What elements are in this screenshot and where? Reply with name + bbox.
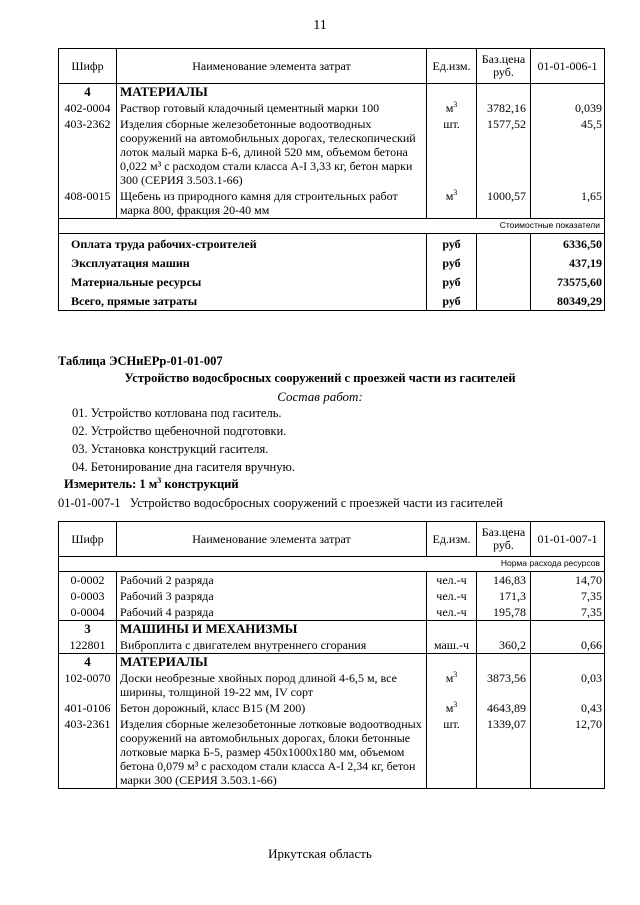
- price-header-line2: руб.: [493, 538, 514, 552]
- row-base-price: 1000,57: [477, 188, 531, 219]
- composition-heading: Состав работ:: [277, 389, 363, 404]
- row-base-price: 4643,89: [477, 700, 531, 716]
- table-title: Таблица ЭСНиЕРр-01-01-007: [58, 354, 223, 368]
- table-row: [59, 716, 605, 789]
- row-name: Изделия сборные железобетонные водоотводных сооружений на автомобильных дорогах, телескопический лоток малый марка Б-6, длиной 520 мм, объемом бетона 0,022 м³ с расходом стали класса А-I 3,33 кг, бетон марки 300 (СЕРИЯ 3.503.1-66): [117, 116, 427, 188]
- row-base-price: 3873,56: [477, 670, 531, 700]
- col-code-header: Шифр: [59, 522, 117, 557]
- row-norm-value: 0,66: [531, 637, 605, 654]
- meter-line: [64, 477, 239, 492]
- row-unit-text: шт.: [443, 117, 460, 131]
- total-row: [59, 234, 605, 254]
- price-header-line1: Баз.цена: [481, 52, 526, 66]
- price-header-line1: Баз.цена: [481, 525, 526, 539]
- cost-indicators-row: [59, 219, 605, 234]
- footer-region: Иркутская область: [268, 846, 372, 861]
- total-value: 6336,50: [531, 234, 605, 254]
- row-unit: [427, 716, 477, 789]
- table-row: [59, 100, 605, 116]
- table-row: [59, 670, 605, 700]
- row-name: Виброплита с двигателем внутреннего сгорания: [117, 637, 427, 654]
- row-base-price: 146,83: [477, 572, 531, 589]
- total-label: Оплата труда рабочих-строителей: [59, 234, 427, 254]
- row-code: 408-0015: [59, 188, 117, 219]
- row-unit: [427, 637, 477, 654]
- row-norm-value: 7,35: [531, 604, 605, 621]
- total-unit: руб: [427, 234, 477, 254]
- row-norm-value: 7,35: [531, 588, 605, 604]
- cost-indicators-label: Стоимостные показатели: [59, 219, 605, 234]
- table-row: [59, 116, 605, 188]
- row-code: 402-0004: [59, 100, 117, 116]
- table-header: [59, 522, 605, 557]
- row-unit-text: м: [445, 189, 454, 203]
- row-unit-text: чел.-ч: [436, 573, 467, 587]
- row-unit: [427, 588, 477, 604]
- col-norm-code-header: 01-01-007-1: [531, 522, 605, 557]
- row-norm-value: 1,65: [531, 188, 605, 219]
- row-base-price: 360,2: [477, 637, 531, 654]
- row-name: Доски необрезные хвойных пород длиной 4-6,5 м, все ширины, толщиной 19-22 мм, IV сорт: [117, 670, 427, 700]
- resource-table-2: [58, 521, 605, 789]
- price-header-line2: руб.: [493, 65, 514, 79]
- table-row: [59, 572, 605, 589]
- row-name: Бетон дорожный, класс В15 (М 200): [117, 700, 427, 716]
- total-row: [59, 253, 605, 272]
- total-row: [59, 272, 605, 291]
- row-norm-value: 45,5: [531, 116, 605, 188]
- section-title: МАШИНЫ И МЕХАНИЗМЫ: [117, 621, 427, 638]
- row-code: 403-2361: [59, 716, 117, 789]
- col-unit-header: Ед.изм.: [427, 49, 477, 84]
- norm-label: Норма расхода ресурсов: [59, 557, 605, 572]
- table-row: [59, 700, 605, 716]
- row-unit: [427, 700, 477, 716]
- row-name: Щебень из природного камня для строительных работ марка 800, фракция 20-40 мм: [117, 188, 427, 219]
- row-name: Раствор готовый кладочный цементный марки 100: [117, 100, 427, 116]
- total-value: 73575,60: [531, 272, 605, 291]
- total-row: [59, 291, 605, 311]
- total-label: Всего, прямые затраты: [59, 291, 427, 311]
- row-unit-sup: 3: [453, 670, 458, 679]
- row-code: 0-0002: [59, 572, 117, 589]
- col-code-header: Шифр: [59, 49, 117, 84]
- row-unit-sup: 3: [453, 700, 458, 709]
- col-name-header: Наименование элемента затрат: [117, 522, 427, 557]
- row-base-price: 1339,07: [477, 716, 531, 789]
- meter-tail: конструкций: [161, 477, 239, 491]
- section-title: МАТЕРИАЛЫ: [117, 84, 427, 101]
- row-base-price: 3782,16: [477, 100, 531, 116]
- row-unit-sup: 3: [453, 188, 458, 197]
- section-row: [59, 654, 605, 671]
- col-norm-code-header: 01-01-006-1: [531, 49, 605, 84]
- operation-item: 01. Устройство котлована под гаситель.: [72, 406, 282, 420]
- row-code: 401-0106: [59, 700, 117, 716]
- meter-label: Измеритель: 1 м: [64, 477, 158, 491]
- total-unit: руб: [427, 272, 477, 291]
- row-name: Рабочий 4 разряда: [117, 604, 427, 621]
- row-unit: [427, 100, 477, 116]
- row-base-price: 195,78: [477, 604, 531, 621]
- section-row: [59, 621, 605, 638]
- row-unit-text: маш.-ч: [433, 638, 470, 652]
- row-code: 0-0004: [59, 604, 117, 621]
- table-row: [59, 188, 605, 219]
- table-row: [59, 637, 605, 654]
- total-spacer: [477, 291, 531, 311]
- total-label: Материальные ресурсы: [59, 272, 427, 291]
- row-unit-text: чел.-ч: [436, 605, 467, 619]
- col-unit-header: Ед.изм.: [427, 522, 477, 557]
- row-unit-text: м: [445, 671, 454, 685]
- row-name: Изделия сборные железобетонные лотковые водоотводных сооружений на автомобильных дорогах, блоки бетонные лотковые марка Б-5, размер 450x1000x180 мм, объемом бетона 0,079 м³ с расходом стали класса А-I 2,34 кг, бетон марки 300 (СЕРИЯ 3.503.1-66): [117, 716, 427, 789]
- row-norm-value: 14,70: [531, 572, 605, 589]
- col-name-header: Наименование элемента затрат: [117, 49, 427, 84]
- operation-item: 03. Установка конструкций гасителя.: [72, 442, 269, 456]
- row-norm-value: 0,03: [531, 670, 605, 700]
- row-base-price: 1577,52: [477, 116, 531, 188]
- section-number: 4: [59, 84, 117, 101]
- row-norm-value: 0,43: [531, 700, 605, 716]
- table-row: [59, 588, 605, 604]
- row-code: 102-0070: [59, 670, 117, 700]
- total-value: 437,19: [531, 253, 605, 272]
- row-unit-text: шт.: [443, 717, 460, 731]
- norm-label-row: [59, 557, 605, 572]
- table-header: [59, 49, 605, 84]
- row-name: Рабочий 2 разряда: [117, 572, 427, 589]
- operation-item: 04. Бетонирование дна гасителя вручную.: [72, 460, 295, 474]
- total-unit: руб: [427, 253, 477, 272]
- row-code: 122801: [59, 637, 117, 654]
- table-row: [59, 604, 605, 621]
- row-code: 0-0003: [59, 588, 117, 604]
- table-subtitle: Устройство водосбросных сооружений с проезжей части из гасителей: [124, 371, 516, 385]
- row-norm-value: 12,70: [531, 716, 605, 789]
- row-unit: [427, 604, 477, 621]
- total-spacer: [477, 253, 531, 272]
- row-unit-sup: 3: [453, 100, 458, 109]
- col-price-header: [477, 49, 531, 84]
- row-unit-text: м: [445, 701, 454, 715]
- section-title: МАТЕРИАЛЫ: [117, 654, 427, 671]
- total-value: 80349,29: [531, 291, 605, 311]
- operation-item: 02. Устройство щебеночной подготовки.: [72, 424, 287, 438]
- row-unit-text: м: [445, 101, 454, 115]
- col-price-header: [477, 522, 531, 557]
- row-unit: [427, 572, 477, 589]
- norm-code-line: 01-01-007-1 Устройство водосбросных сооружений с проезжей части из гасителей: [58, 496, 503, 510]
- row-unit: [427, 188, 477, 219]
- row-base-price: 171,3: [477, 588, 531, 604]
- total-unit: руб: [427, 291, 477, 311]
- total-spacer: [477, 234, 531, 254]
- row-code: 403-2362: [59, 116, 117, 188]
- total-spacer: [477, 272, 531, 291]
- resource-table-1: [58, 48, 605, 311]
- total-label: Эксплуатация машин: [59, 253, 427, 272]
- section-number: 3: [59, 621, 117, 638]
- row-name: Рабочий 3 разряда: [117, 588, 427, 604]
- row-unit: [427, 670, 477, 700]
- meter-sup: 3: [157, 475, 162, 485]
- row-unit-text: чел.-ч: [436, 589, 467, 603]
- section-row: [59, 84, 605, 101]
- row-unit: [427, 116, 477, 188]
- section-number: 4: [59, 654, 117, 671]
- row-norm-value: 0,039: [531, 100, 605, 116]
- page-number: 11: [313, 18, 327, 33]
